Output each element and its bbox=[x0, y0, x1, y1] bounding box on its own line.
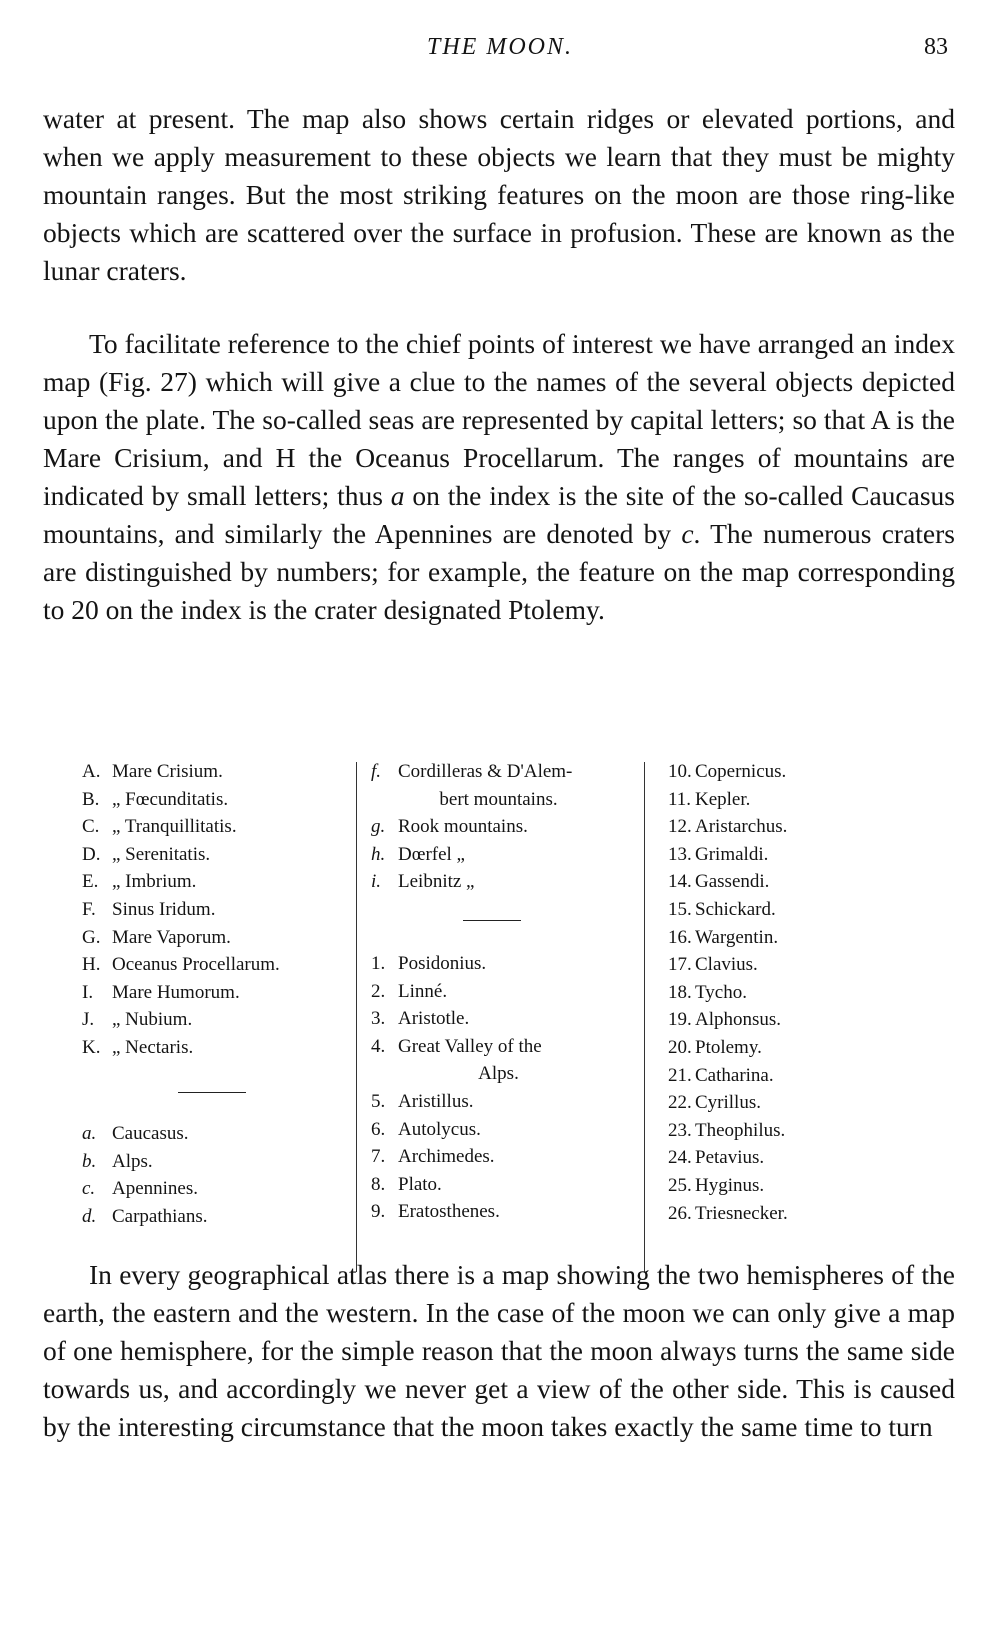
index-entry-mark: A. bbox=[82, 761, 101, 782]
index-entry-text: Cyrillus. bbox=[695, 1092, 761, 1114]
index-entry-mark: 24. bbox=[668, 1147, 692, 1169]
index-column-middle bbox=[371, 758, 646, 1223]
index-entry bbox=[668, 1200, 868, 1228]
index-entry-text: Tycho. bbox=[695, 981, 747, 1003]
index-entry bbox=[668, 1172, 868, 1200]
index-entry-mark: E. bbox=[82, 871, 99, 893]
index-entry-text: Rook mountains. bbox=[398, 816, 528, 838]
index-entry-text: „ Imbrium. bbox=[112, 871, 197, 893]
index-entry-mark: 8. bbox=[371, 1173, 386, 1195]
index-entry bbox=[82, 1034, 352, 1062]
index-entry-text: Apennines. bbox=[112, 1178, 199, 1200]
index-entry-text: Cordilleras & D'Alem- bbox=[398, 761, 573, 782]
index-entry bbox=[668, 1117, 868, 1145]
index-entry-mark: 23. bbox=[668, 1119, 692, 1141]
index-entry bbox=[668, 758, 868, 786]
index-entry bbox=[668, 1144, 868, 1172]
index-entry-mark: 17. bbox=[668, 954, 692, 976]
index-entry-text: Aristarchus. bbox=[695, 816, 788, 838]
index-entry-mark: f. bbox=[371, 761, 382, 782]
index-table bbox=[0, 758, 1000, 1288]
index-entry bbox=[371, 1198, 646, 1226]
index-entry-mark: 3. bbox=[371, 1008, 386, 1030]
index-entry-mark: 12. bbox=[668, 816, 692, 838]
column-divider-right bbox=[644, 762, 645, 1272]
index-entry-mark: J. bbox=[82, 1009, 95, 1031]
index-entry-text: Mare Humorum. bbox=[112, 981, 240, 1003]
index-entry bbox=[668, 813, 868, 841]
index-entry-text: Hyginus. bbox=[695, 1174, 765, 1196]
index-entry bbox=[82, 1006, 352, 1034]
index-entry bbox=[371, 1033, 646, 1061]
index-entry-text: Caucasus. bbox=[112, 1123, 189, 1144]
index-entry-mark: G. bbox=[82, 926, 101, 948]
index-entry-mark: 2. bbox=[371, 980, 386, 1002]
index-entry bbox=[668, 1006, 868, 1034]
index-entry-mark: 21. bbox=[668, 1064, 692, 1086]
index-entry-text: Great Valley of the bbox=[398, 1035, 542, 1057]
index-entry-mark: c. bbox=[82, 1178, 96, 1200]
index-entry-mark: 4. bbox=[371, 1035, 386, 1057]
index-entry-text: Ptolemy. bbox=[695, 1036, 762, 1058]
index-entry-text: Oceanus Procellarum. bbox=[112, 954, 280, 976]
index-entry-mark: 14. bbox=[668, 871, 692, 893]
index-entry-text: Mare Vaporum. bbox=[112, 926, 231, 948]
index-entry bbox=[82, 1120, 352, 1148]
paragraph-3: In every geographical atlas there is a map showing the two hemispheres of the earth, the eastern and the western. In the case of the moon we can only give a map of one hemisphere, for the simple reason that the moon always turns the same side towards us, and accordingly we never get a view of the other side. This is caused by the interesting circumstance that the moon takes exactly the same time to turn bbox=[43, 1259, 955, 1442]
index-entry-mark: 10. bbox=[668, 761, 692, 782]
index-entry-text: Petavius. bbox=[695, 1147, 765, 1169]
paragraph-1: water at present. The map also shows certain ridges or elevated portions, and when we apply measurement to these objects we learn that they must be mighty mountain ranges. But the most striking features on the moon are those ring-like objects which are scattered over the surface in profusion. These are known as the lunar craters. bbox=[43, 103, 955, 286]
page-header bbox=[0, 30, 1000, 64]
index-entry-text: Schickard. bbox=[695, 898, 776, 920]
index-entry-text: „ Nectaris. bbox=[112, 1036, 194, 1058]
index-entry bbox=[371, 1005, 646, 1033]
index-entry-mark: K. bbox=[82, 1036, 101, 1058]
index-entry bbox=[371, 868, 646, 896]
index-entry bbox=[82, 1175, 352, 1203]
index-entry bbox=[371, 1088, 646, 1116]
index-entry bbox=[668, 979, 868, 1007]
index-entry bbox=[82, 924, 352, 952]
index-entry bbox=[371, 841, 646, 869]
index-entry-text: Grimaldi. bbox=[695, 843, 769, 865]
paragraph-2 bbox=[43, 325, 955, 629]
index-entry-text: Alps. bbox=[112, 1150, 153, 1172]
running-title: THE MOON. bbox=[426, 34, 573, 60]
index-entry-text: „ Nubium. bbox=[112, 1009, 193, 1031]
paragraph-2-part-b: on the index is the site of the so-called Caucasus mountains, and similarly the Apennines are denoted by bbox=[43, 480, 955, 549]
index-entry-mark: i. bbox=[371, 871, 382, 893]
index-entry-mark: 25. bbox=[668, 1174, 692, 1196]
index-entry-text: „ Fœcunditatis. bbox=[112, 788, 229, 810]
index-entry bbox=[82, 841, 352, 869]
index-entry bbox=[82, 868, 352, 896]
index-entry-text: Autolycus. bbox=[398, 1118, 481, 1140]
index-entry-text: Triesnecker. bbox=[695, 1202, 788, 1224]
index-entry-text: Archimedes. bbox=[398, 1146, 495, 1168]
index-entry-text: Aristillus. bbox=[398, 1090, 474, 1112]
section-divider bbox=[178, 1092, 246, 1093]
paragraph-2-part-c: . The numerous craters are distinguished by numbers; for example, the feature on the map corresponding to 20 on the index is the crater designated Ptolemy. bbox=[43, 518, 955, 625]
index-entry bbox=[668, 1089, 868, 1117]
index-entry bbox=[668, 896, 868, 924]
craters-list-3 bbox=[668, 758, 868, 1227]
index-entry bbox=[82, 951, 352, 979]
index-entry-text: Eratosthenes. bbox=[398, 1201, 500, 1223]
index-entry-text: Leibnitz „ bbox=[398, 871, 475, 893]
index-entry-mark: 1. bbox=[371, 953, 386, 974]
index-entry-mark: F. bbox=[82, 898, 96, 920]
index-entry-text: Clavius. bbox=[695, 954, 758, 976]
index-entry bbox=[371, 950, 646, 978]
index-entry-mark: 22. bbox=[668, 1092, 692, 1114]
index-entry bbox=[82, 979, 352, 1007]
ranges-list-1 bbox=[82, 1120, 352, 1230]
index-entry-mark: 7. bbox=[371, 1146, 386, 1168]
index-entry-text: Dœrfel „ bbox=[398, 843, 465, 865]
index-entry bbox=[371, 1143, 646, 1171]
column-divider-left bbox=[356, 762, 357, 1272]
index-entry-text: „ Serenitatis. bbox=[112, 843, 211, 865]
index-entry-text: „ Tranquillitatis. bbox=[112, 816, 237, 838]
index-entry-mark: 20. bbox=[668, 1036, 692, 1058]
index-entry-text: Aristotle. bbox=[398, 1008, 470, 1030]
index-entry bbox=[82, 758, 352, 786]
index-entry-text: Carpathians. bbox=[112, 1205, 208, 1227]
index-entry bbox=[668, 951, 868, 979]
index-entry bbox=[82, 786, 352, 814]
paragraph-2-italic-a: a bbox=[390, 480, 405, 511]
index-entry-mark: 6. bbox=[371, 1118, 386, 1140]
index-entry bbox=[668, 924, 868, 952]
index-entry-continuation: bert mountains. bbox=[439, 788, 558, 810]
index-entry-text: Kepler. bbox=[695, 788, 751, 810]
index-entry bbox=[371, 813, 646, 841]
index-entry bbox=[668, 841, 868, 869]
index-entry bbox=[82, 813, 352, 841]
index-entry-text: Theophilus. bbox=[695, 1119, 786, 1141]
index-entry-mark: 5. bbox=[371, 1090, 386, 1112]
index-entry bbox=[371, 978, 646, 1006]
index-entry-text: Posidonius. bbox=[398, 953, 487, 974]
index-column-seas bbox=[82, 758, 352, 1227]
index-entry-mark: d. bbox=[82, 1205, 97, 1227]
index-entry-mark: C. bbox=[82, 816, 100, 838]
index-entry bbox=[371, 758, 646, 786]
index-entry bbox=[668, 786, 868, 814]
paragraph-2-part-a: To facilitate reference to the chief points of interest we have arranged an index map (Fig. 27) which will give a clue to the names of the several objects depicted upon the plate. The so-called seas are represented by capital letters; so that A is the Mare Crisium, and H the Oceanus Procellarum. The ranges of mountains are indicated by small letters; thus bbox=[43, 328, 955, 511]
index-entry-text: Gassendi. bbox=[695, 871, 770, 893]
page-number: 83 bbox=[924, 34, 948, 60]
index-entry-text: Alphonsus. bbox=[695, 1009, 782, 1031]
craters-list-2 bbox=[371, 950, 646, 1226]
index-entry-mark: g. bbox=[371, 816, 386, 838]
index-entry-mark: 13. bbox=[668, 843, 692, 865]
index-entry-mark: I. bbox=[82, 981, 94, 1003]
index-entry-text: Wargentin. bbox=[695, 926, 779, 948]
index-entry bbox=[82, 896, 352, 924]
index-entry-text: Mare Crisium. bbox=[112, 761, 223, 782]
index-entry-mark: 11. bbox=[668, 788, 692, 810]
index-entry-mark: 18. bbox=[668, 981, 692, 1003]
index-entry-mark: 16. bbox=[668, 926, 692, 948]
index-entry bbox=[668, 1062, 868, 1090]
index-entry bbox=[668, 1034, 868, 1062]
paragraph-2-italic-c: c bbox=[681, 518, 694, 549]
index-entry-text: Catharina. bbox=[695, 1064, 774, 1086]
index-entry bbox=[371, 1116, 646, 1144]
index-entry-text: Sinus Iridum. bbox=[112, 898, 216, 920]
section-divider bbox=[463, 920, 521, 921]
index-entry-text: Linné. bbox=[398, 980, 448, 1002]
index-entry-mark: 26. bbox=[668, 1202, 692, 1224]
index-entry-mark: 9. bbox=[371, 1201, 386, 1223]
seas-list bbox=[82, 758, 352, 1062]
index-entry-mark: D. bbox=[82, 843, 101, 865]
index-entry-text: Plato. bbox=[398, 1173, 442, 1195]
index-entry-mark: h. bbox=[371, 843, 386, 865]
index-entry-mark: b. bbox=[82, 1150, 97, 1172]
index-entry-mark: a. bbox=[82, 1123, 97, 1144]
index-entry-mark: 15. bbox=[668, 898, 692, 920]
index-entry-mark: H. bbox=[82, 954, 101, 976]
index-entry bbox=[668, 868, 868, 896]
index-column-craters bbox=[668, 758, 868, 1227]
index-entry-mark: 19. bbox=[668, 1009, 692, 1031]
index-entry-text: Copernicus. bbox=[695, 761, 787, 782]
index-entry bbox=[82, 1203, 352, 1231]
index-entry bbox=[371, 1171, 646, 1199]
ranges-list-2 bbox=[371, 758, 646, 896]
index-entry bbox=[82, 1148, 352, 1176]
index-entry-mark: B. bbox=[82, 788, 100, 810]
index-entry-continuation: Alps. bbox=[478, 1063, 519, 1085]
